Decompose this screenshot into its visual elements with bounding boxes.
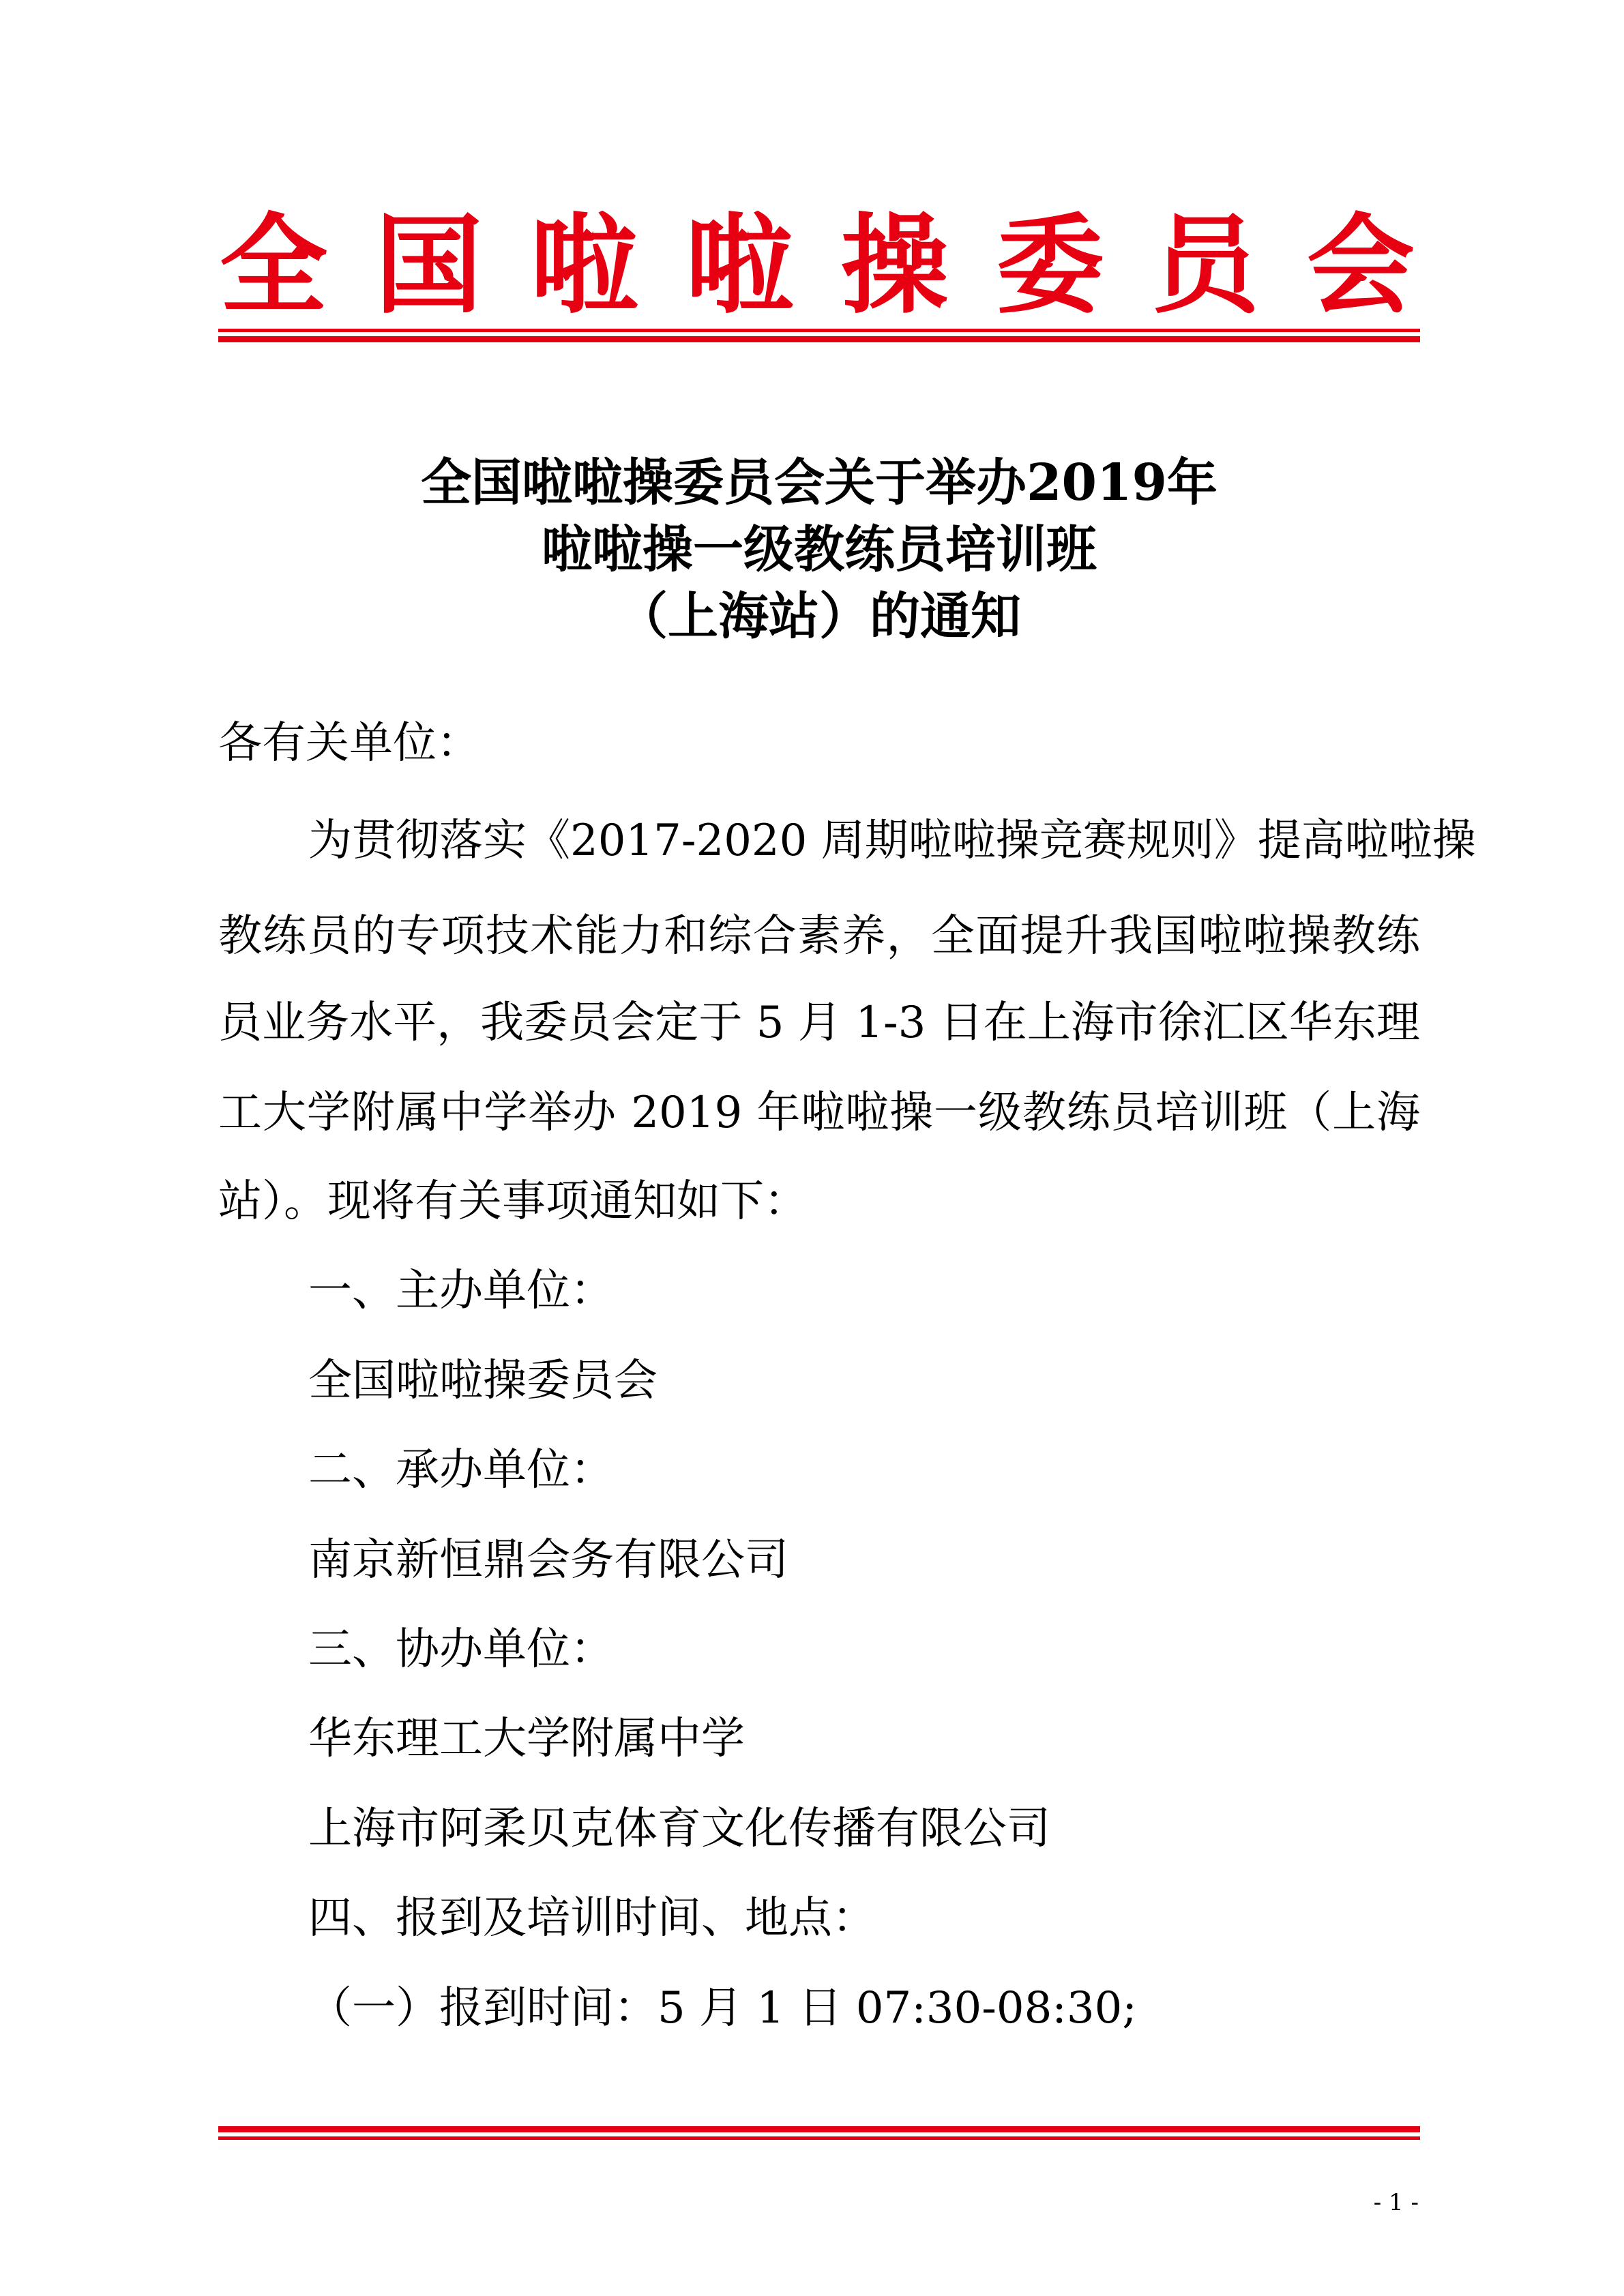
letterhead-char: 全 [220,203,327,329]
section-4-item-1: （一）报到时间：5 月 1 日 07:30-08:30; [308,1983,1137,2033]
intro-line-5: 站）。现将有关事项通知如下： [218,1176,808,1227]
letterhead-char: 啦 [530,203,638,329]
letterhead-divider-thick [218,336,1420,342]
intro-line-4: 工大学附属中学举办 2019 年啦啦操一级教练员培训班（上海 [218,1088,1420,1138]
document-title-line-1: 全国啦啦操委员会关于举办2019年 [421,453,1217,512]
letterhead-divider-thin [218,329,1420,332]
section-1-item: 全国啦啦操委员会 [308,1356,658,1406]
document-title-line-3: （上海站）的通知 [617,587,1021,646]
intro-line-2: 教练员的专项技术能力和综合素养，全面提升我国啦啦操教练 [218,911,1420,961]
section-1-heading: 一、主办单位： [308,1266,614,1316]
letterhead-char: 会 [1306,203,1415,329]
section-2-heading: 二、承办单位： [308,1445,614,1495]
footer-divider-thin [218,2136,1420,2140]
intro-line-3: 员业务水平，我委员会定于 5 月 1-3 日在上海市徐汇区华东理 [218,998,1420,1048]
section-4-heading: 四、报到及培训时间、地点： [308,1893,876,1943]
letterhead-char: 操 [840,203,949,329]
section-3-item-2: 上海市阿柔贝克体育文化传播有限公司 [308,1804,1050,1854]
page-number: - 1 - [1373,2189,1419,2216]
section-2-item: 南京新恒鼎会务有限公司 [308,1535,788,1585]
salutation: 各有关单位： [218,718,480,769]
letterhead-char: 啦 [685,203,794,329]
letterhead [220,205,1415,327]
section-3-item-1: 华东理工大学附属中学 [308,1714,745,1764]
letterhead-char: 国 [374,203,483,329]
document-title-line-2: 啦啦操一级教练员培训班 [542,520,1097,579]
section-3-heading: 三、协办单位： [308,1624,614,1675]
intro-line-1: 为贯彻落实《2017-2020 周期啦啦操竞赛规则》提高啦啦操 [308,816,1476,866]
letterhead-char: 委 [996,203,1104,329]
letterhead-char: 员 [1151,203,1260,329]
footer-divider-thick [218,2126,1420,2132]
